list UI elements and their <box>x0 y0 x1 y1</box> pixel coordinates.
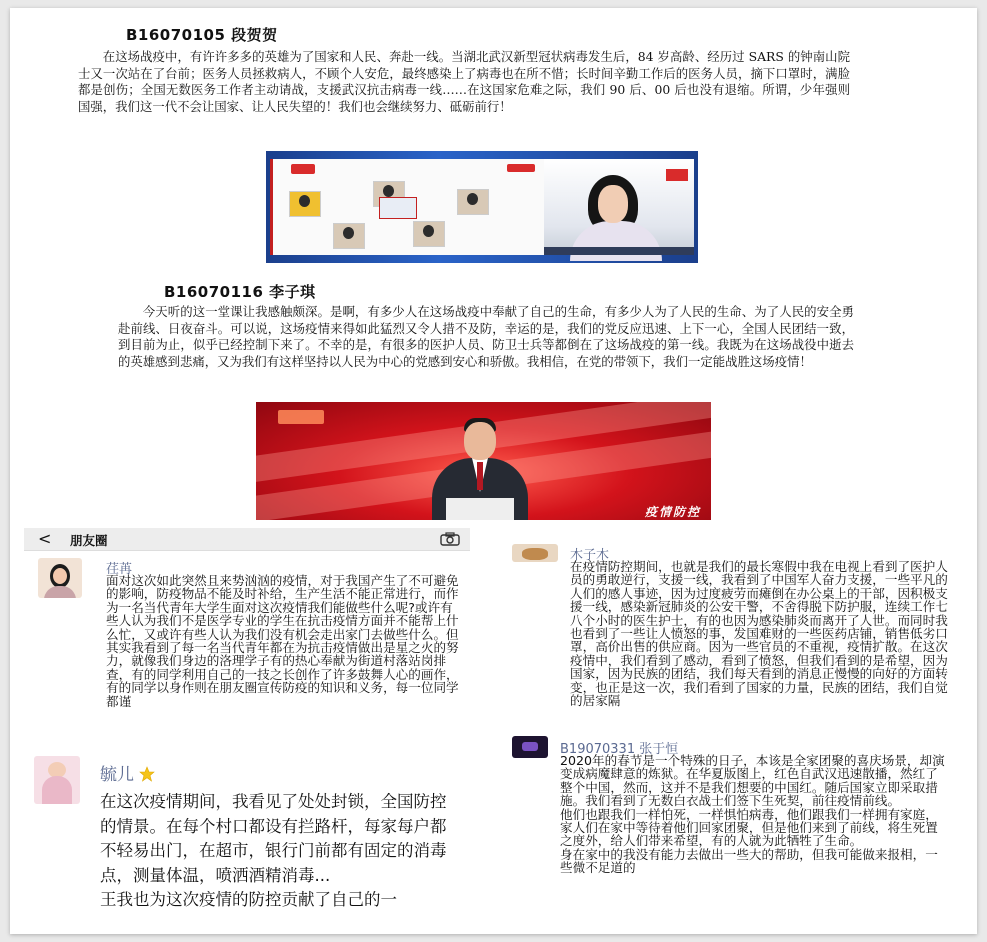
logo <box>278 410 324 424</box>
star-icon <box>139 766 155 782</box>
post-author[interactable] <box>100 760 155 785</box>
logo <box>666 169 688 181</box>
lecture-video-screenshot-1 <box>266 151 698 263</box>
avatar[interactable] <box>34 756 80 804</box>
moments-screenshot-3 <box>24 748 470 922</box>
post-text: 在这次疫情期间，我看见了处处封锁，全国防控的情景。在每个村口都设有拦路杆，每家每户都不轻易出门，在超市，银行门前都有固定的消毒点，测量体温，喷洒酒精消毒... 王我也为这次疫情的防控贡献了自己的一 <box>100 792 447 909</box>
back-button[interactable]: < <box>38 529 52 548</box>
video-caption: 疫情防控 <box>644 505 701 519</box>
post-text: 在疫情防控期间，也就是我们的最长寒假中我在电视上看到了医护人员的勇敢逆行，支援一线，我看到了中国军人奋力支援，一些平凡的人们的感人事迹，因为过度疲劳而瘫倒在办公桌上的干部，因积极支援一线，感染新冠肺炎的公安干警，不舍得脱下防护服，连续工作七八个小时的医生护士，有的也因为感染肺炎而离开了人世。而同时我也看到了一些让人愤怒的事，发国难财的一些医药店铺，销售低劣口罩，高价出售的供应商。因为一些官员的不重视，疫情扩散。在这次疫情中，我们看到了感动，看到了愤怒，但我们看到的是希望，因为国家，因为民族的团结，我们每天看到的消息正慢慢的向好的方面转变，也正是这一次，我们看到了国家的力量，民族的团结，我们自觉的居家隔 <box>570 559 948 709</box>
essay-1: 在这场战疫中，有许许多多的英雄为了国家和人民、奔赴一线。当湖北武汉新型冠状病毒发生后，84 岁高龄、经历过 SARS 的钟南山院士又一次站在了台前；医务人员拯救病人，不顾个人安危，最终感染上了病毒也在所不惜；长时间辛勤工作后的医务人员，摘下口罩时，满脸都是创伤；全国无数医务工作者主动请战，支援武汉抗击病毒一线……在这国家危难之际，我们 90 后、00 后也没有退缩。所谓，少年强则国强，我们这一代不会让国家、让人民失望的！我们也会继续努力、砥砺前行！ <box>78 49 850 114</box>
post-text: 面对这次如此突然且来势汹汹的疫情，对于我国产生了不可避免的影响，防疫物品不能及时补给，生产生活不能正常进行，而作为一名当代青年大学生面对这次疫情我们能做些什么呢?或许有些人认为我们不是医学专业的学生在抗击疫情方面并不能帮上什么忙，又或许有些人认为我们没有机会走出家门去做些什么。但其实我看到了每一名当代青年都在为抗击疫情做出是星之火的努力，就像我们身边的洛理学子有的热心奉献为街道村落站岗排查，有的同学利用自己的一技之长创作了许多鼓舞人心的画作，有的同学以身作则在朋友圈宣传防疫的知识和义务，每一位同学都谨 <box>106 573 459 709</box>
post-author-name: 毓儿 <box>100 765 134 785</box>
avatar[interactable] <box>38 558 82 598</box>
post-author[interactable]: 荏苒 <box>106 562 133 577</box>
logo <box>507 164 535 172</box>
student-title-1: B16070105 段贺贺 <box>126 26 278 44</box>
speaker-photo <box>333 223 365 249</box>
essay-2: 今天听的这一堂课让我感触颇深。是啊，有多少人在这场战疫中奉献了自己的生命，有多少人为了人民的生命、为了人民的安全勇赴前线、日夜奋斗。可以说，这场疫情来得如此猛烈又令人措不及防，幸运的是，我们的党反应迅速、上下一心，全国人民团结一致，到目前为止，似乎已经控制下来了。不幸的是，有很多的医护人员、防卫士兵等都倒在了这场战疫的第一线。我既为在这场战役中逝去的英雄感到悲痛，又为我们有这样坚持以人民为中心的党感到安心和骄傲。我相信，在党的带领下，我们一定能战胜这场疫情！ <box>118 304 854 369</box>
moments-screenshot-2 <box>500 540 956 718</box>
podium <box>446 498 514 520</box>
speaker-face <box>464 422 496 460</box>
post-author[interactable]: 木子木 <box>570 548 610 563</box>
moments-screenshot-4 <box>500 730 956 924</box>
speaker-photo <box>413 221 445 247</box>
document-page <box>10 8 977 934</box>
camera-icon[interactable] <box>440 532 460 546</box>
student-title-2: B16070116 李子琪 <box>164 283 316 301</box>
moments-screenshot-1 <box>24 528 470 718</box>
post-text: 2020年的春节是一个特殊的日子，本该是全家团聚的喜庆场景，却演变成病魔肆意的炼狱。在华夏版图上，红色自武汉迅速散播，然红了整个中国，然而，这并不是我们想要的中国红。随后国家立即采取措施。我们看到了无数白衣战士们签下生死契，前往疫情前线。 他们也跟我们一样怕死，一样惧怕病毒，他们跟我们一样拥有家庭，家人们在家中等待着他们回家团聚，但是他们来到了前线，将生死置之度外，给人们带来希望，有的人就为此牺牲了生命。 身在家中的我没有能力去做出一些大的帮助，但我可能做来报相，一些微不足道的 <box>560 753 945 876</box>
speaker-photo <box>457 189 489 215</box>
speaker-camera <box>544 159 694 255</box>
lecture-video-screenshot-2 <box>256 402 711 520</box>
logo <box>291 164 315 174</box>
speaker-photo <box>289 191 321 217</box>
moments-header <box>24 528 470 551</box>
slide-center-box <box>379 197 417 219</box>
avatar[interactable] <box>512 736 548 758</box>
presentation-slide <box>270 159 545 255</box>
post-author[interactable]: B19070331 张于恒 <box>560 742 679 757</box>
speaker-face <box>598 185 628 223</box>
header-title: 朋友圈 <box>70 533 108 548</box>
avatar[interactable] <box>512 544 558 562</box>
